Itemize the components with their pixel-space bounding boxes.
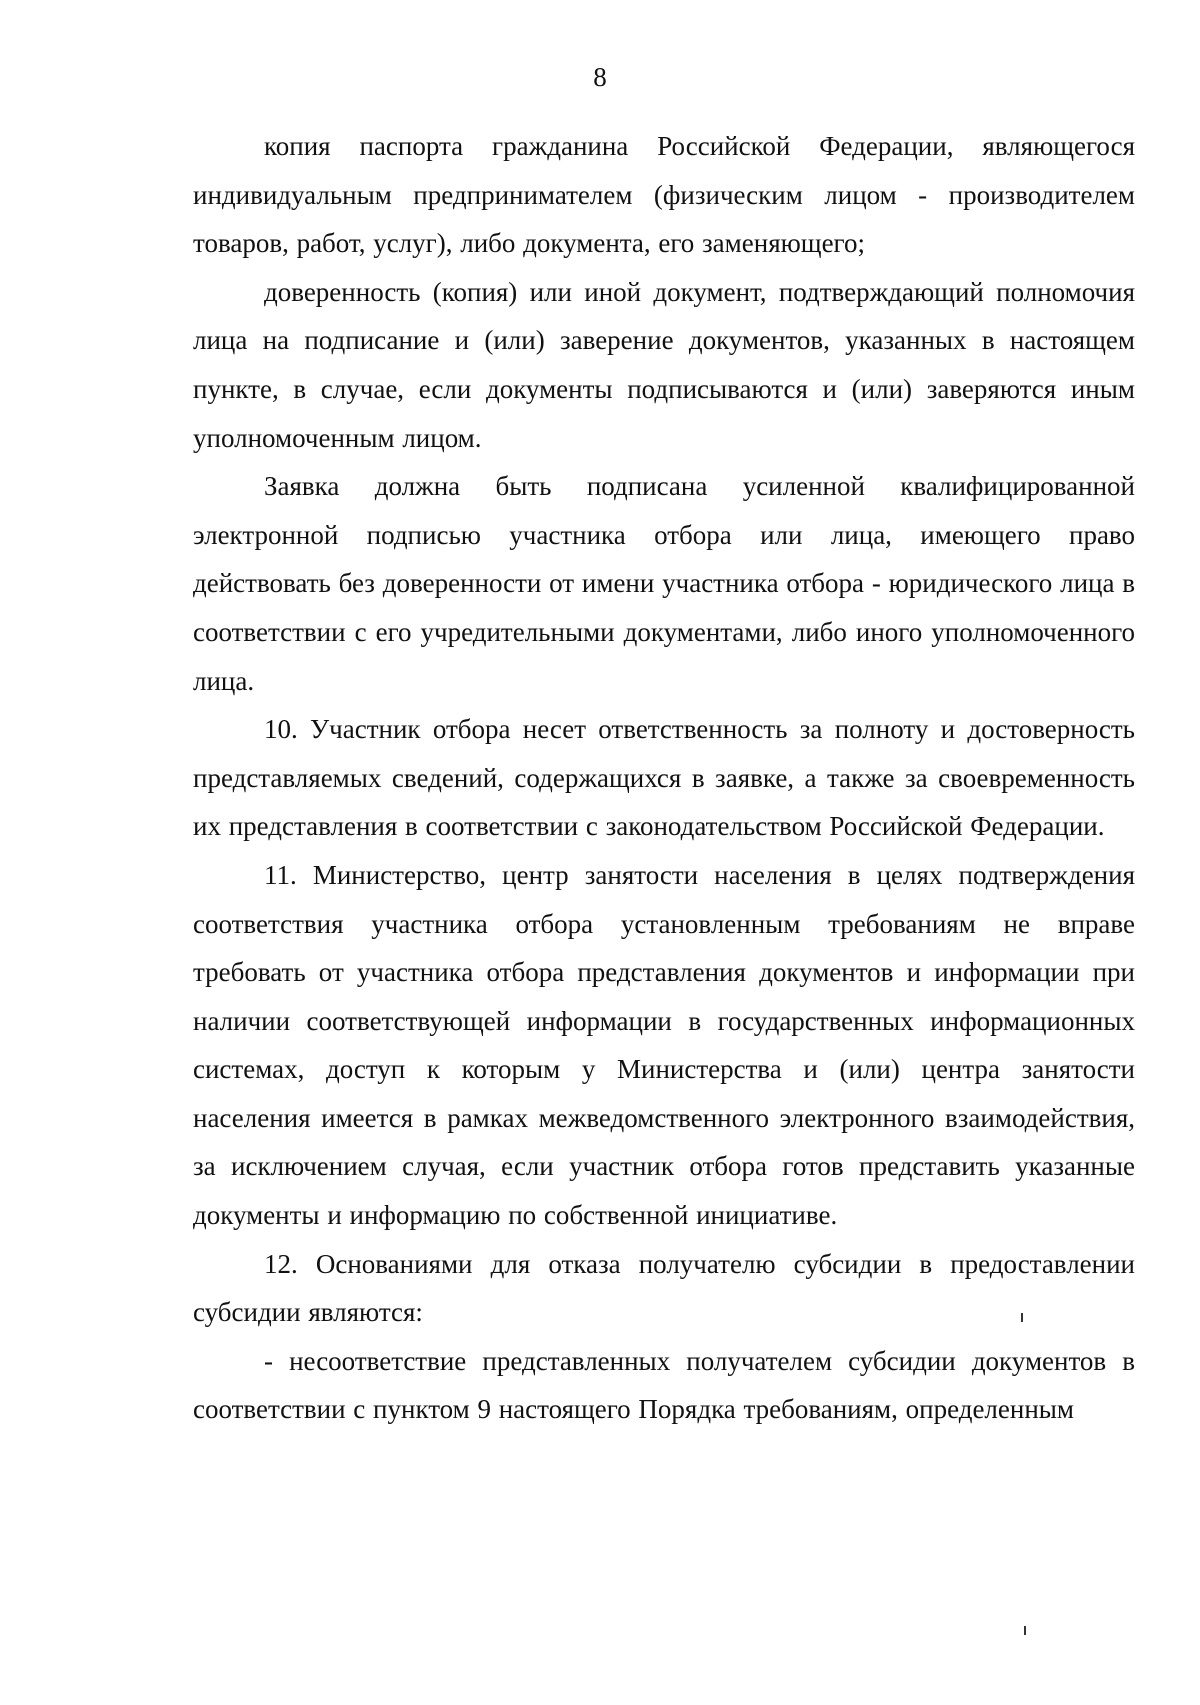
paragraph-item-11: 11. Министерство, центр занятости населения в целях подтверждения соответствия участника отбора установленным требованиям не вправе требовать от участника отбора представления документов и информации при наличии соответствующей информации в государственных информационных системах, доступ к которым у Министерства и (или) центра занятости населения имеется в рамках межведомственного электронного взаимодействия, за исключением случая, если участник отбора готов представить указанные документы и информацию по собственной инициативе. [193,859,1135,1231]
paragraph-application-signature: Заявка должна быть подписана усиленной квалифицированной электронной подписью участника отбора или лица, имеющего право действовать без доверенности от имени участника отбора - юридического лица в соответствии с его учредительными документами, либо иного уполномоченного лица. [193,471,1135,696]
paragraph-item-10: 10. Участник отбора несет ответственность за полноту и достоверность представляемых сведений, содержащихся в заявке, а также за своевременность их представления в соответствии с законодательством Российской Федерации. [193,714,1135,842]
paragraph-power-of-attorney: доверенность (копия) или иной документ, подтверждающий полномочия лица на подписание и (или) заверение документов, указанных в настоящем пункте, в случае, если документы подписываются и (или) заверяются иным уполномоченным лицом. [193,276,1135,453]
page-number: 8 [593,62,607,92]
paragraph-passport-copy: копия паспорта гражданина Российской Федерации, являющегося индивидуальным предпринимателем (физическим лицом - производителем товаров, работ, услуг), либо документа, его заменяющего; [193,131,1135,259]
scan-speck [1024,1626,1026,1635]
scan-speck [1021,1313,1023,1322]
paragraph-refusal-ground-1: - несоответствие представленных получателем субсидии документов в соответствии с пунктом 9 настоящего Порядка требованиям, определенным [193,1345,1135,1425]
document-body [193,122,1135,1434]
paragraph-item-12: 12. Основаниями для отказа получателю субсидии в предоставлении субсидии являются: [193,1248,1135,1328]
